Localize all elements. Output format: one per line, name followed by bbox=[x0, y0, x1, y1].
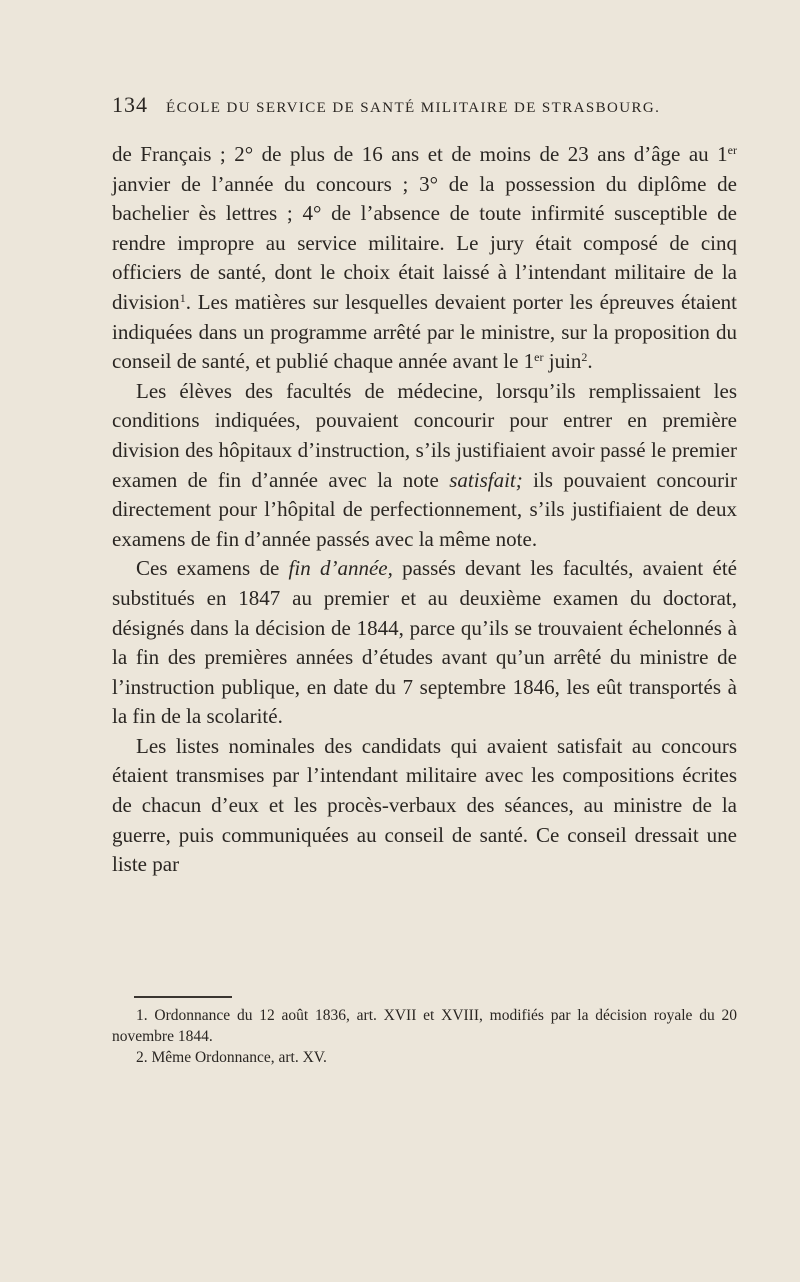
text-run: passés devant les facultés, avaient été substitués en 1847 au premier et au deuxième examen du doctorat, désignés dans la décision de 1844, parce qu’ils se trouvaient échelonnés à la fin des premières années d’études avant qu’un arrêté du ministre de l’instruction publique, en date du 7 septembre 1846, les eût transportés à la fin de la scolarité. bbox=[112, 556, 737, 729]
text-run: Ces examens de bbox=[136, 556, 289, 581]
paragraph-1 bbox=[112, 140, 737, 377]
text-run: . Les matières sur lesquelles devaient porter les épreuves étaient indiquées dans un programme arrêté par le ministre, sur la proposition du conseil de santé, et publié chaque année avant le 1 bbox=[112, 289, 737, 374]
running-header bbox=[112, 92, 732, 118]
text-run: janvier de l’année du concours ; 3° de la possession du diplôme de bachelier ès lettres ; 4° de l’absence de toute infirmité susceptible de rendre impropre au service militaire. Le jury était composé de cinq officiers de santé, dont le choix était laissé à l’intendant militaire de la division bbox=[112, 171, 737, 314]
text-run: ils pouvaient concourir directement pour l’hôpital de perfectionnement, s’ils justifiaient de deux examens de fin d’année passés avec la même note. bbox=[112, 467, 737, 551]
footnotes bbox=[112, 1005, 737, 1068]
text-run: juin bbox=[543, 349, 582, 374]
footnote-ref-2: 2 bbox=[581, 349, 588, 364]
paragraph-4: Les listes nominales des candidats qui avaient satisfait au concours étaient transmises par l’intendant militaire avec les compositions écrites de chacun d’eux et les procès-verbaux des séances, au ministre de la guerre, puis communiquées au conseil de santé. Ce conseil dressait une liste par bbox=[112, 733, 737, 877]
paragraph-2 bbox=[112, 377, 737, 555]
superscript: er bbox=[727, 142, 737, 157]
text-run: de Français ; 2° de plus de 16 ans et de moins de 23 ans d’âge au 1 bbox=[112, 142, 728, 166]
footnote-ref-1: 1 bbox=[179, 290, 186, 305]
text-run: Les élèves des facultés de médecine, lorsqu’ils remplissaient les conditions indiquées, pouvaient concourir pour entrer en première division des hôpitaux d’instruction, s’ils justifiaient avoir passé le premier examen de fin d’année avec la note bbox=[112, 378, 737, 492]
italic-term: fin d’année, bbox=[288, 556, 393, 581]
footnote-divider bbox=[134, 996, 232, 998]
paragraph-3 bbox=[112, 554, 737, 732]
footnote-1: 1. Ordonnance du 12 août 1836, art. XVII et XVIII, modifiés par la décision royale du 20 novembre 1844. bbox=[112, 1007, 737, 1045]
text-run: . bbox=[587, 349, 593, 374]
footnote-2: 2. Même Ordonnance, art. XV. bbox=[136, 1049, 327, 1066]
main-text bbox=[112, 140, 737, 880]
page-number: 134 bbox=[112, 92, 148, 117]
running-title: ÉCOLE DU SERVICE DE SANTÉ MILITAIRE DE STRASBOURG. bbox=[166, 100, 661, 116]
italic-term: satisfait; bbox=[449, 467, 523, 492]
superscript: er bbox=[534, 349, 544, 364]
